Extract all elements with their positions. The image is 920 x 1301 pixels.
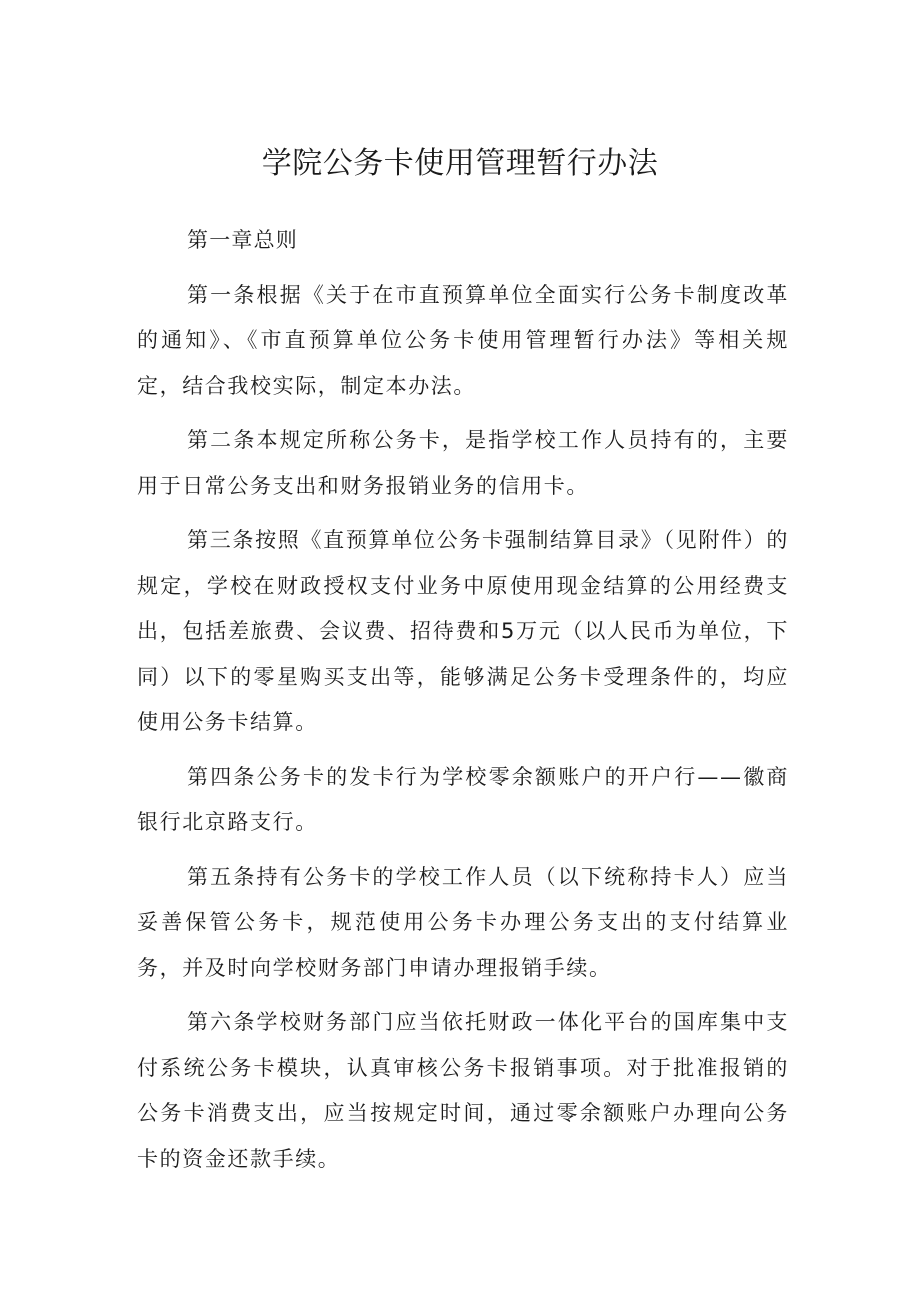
document-body (137, 218, 789, 1182)
article-3: 第三条按照《直预算单位公务卡强制结算目录》（见附件）的规定，学校在财政授权支付业务中原使用现金结算的公用经费支出，包括差旅费、会议费、招待费和5万元（以人民币为单位，下同）以下的零星购买支出等，能够满足公务卡受理条件的，均应使用公务卡结算。 (137, 528, 789, 734)
chapter-heading: 第一章总则 (187, 228, 298, 252)
document-title: 学院公务卡使用管理暂行办法 (261, 146, 659, 181)
article-2: 第二条本规定所称公务卡，是指学校工作人员持有的，主要用于日常公务支出和财务报销业务的信用卡。 (137, 428, 789, 498)
article-4: 第四条公务卡的发卡行为学校零余额账户的开户行——徽商银行北京路支行。 (137, 764, 789, 834)
article-5: 第五条持有公务卡的学校工作人员（以下统称持卡人）应当妥善保管公务卡，规范使用公务卡办理公务支出的支付结算业务，并及时向学校财务部门申请办理报销手续。 (137, 864, 789, 980)
article-1: 第一条根据《关于在市直预算单位全面实行公务卡制度改革的通知》、《市直预算单位公务卡使用管理暂行办法》等相关规定，结合我校实际，制定本办法。 (137, 282, 789, 398)
article-6: 第六条学校财务部门应当依托财政一体化平台的国库集中支付系统公务卡模块，认真审核公务卡报销事项。对于批准报销的公务卡消费支出，应当按规定时间，通过零余额账户办理向公务卡的资金还款手续。 (137, 1010, 789, 1171)
